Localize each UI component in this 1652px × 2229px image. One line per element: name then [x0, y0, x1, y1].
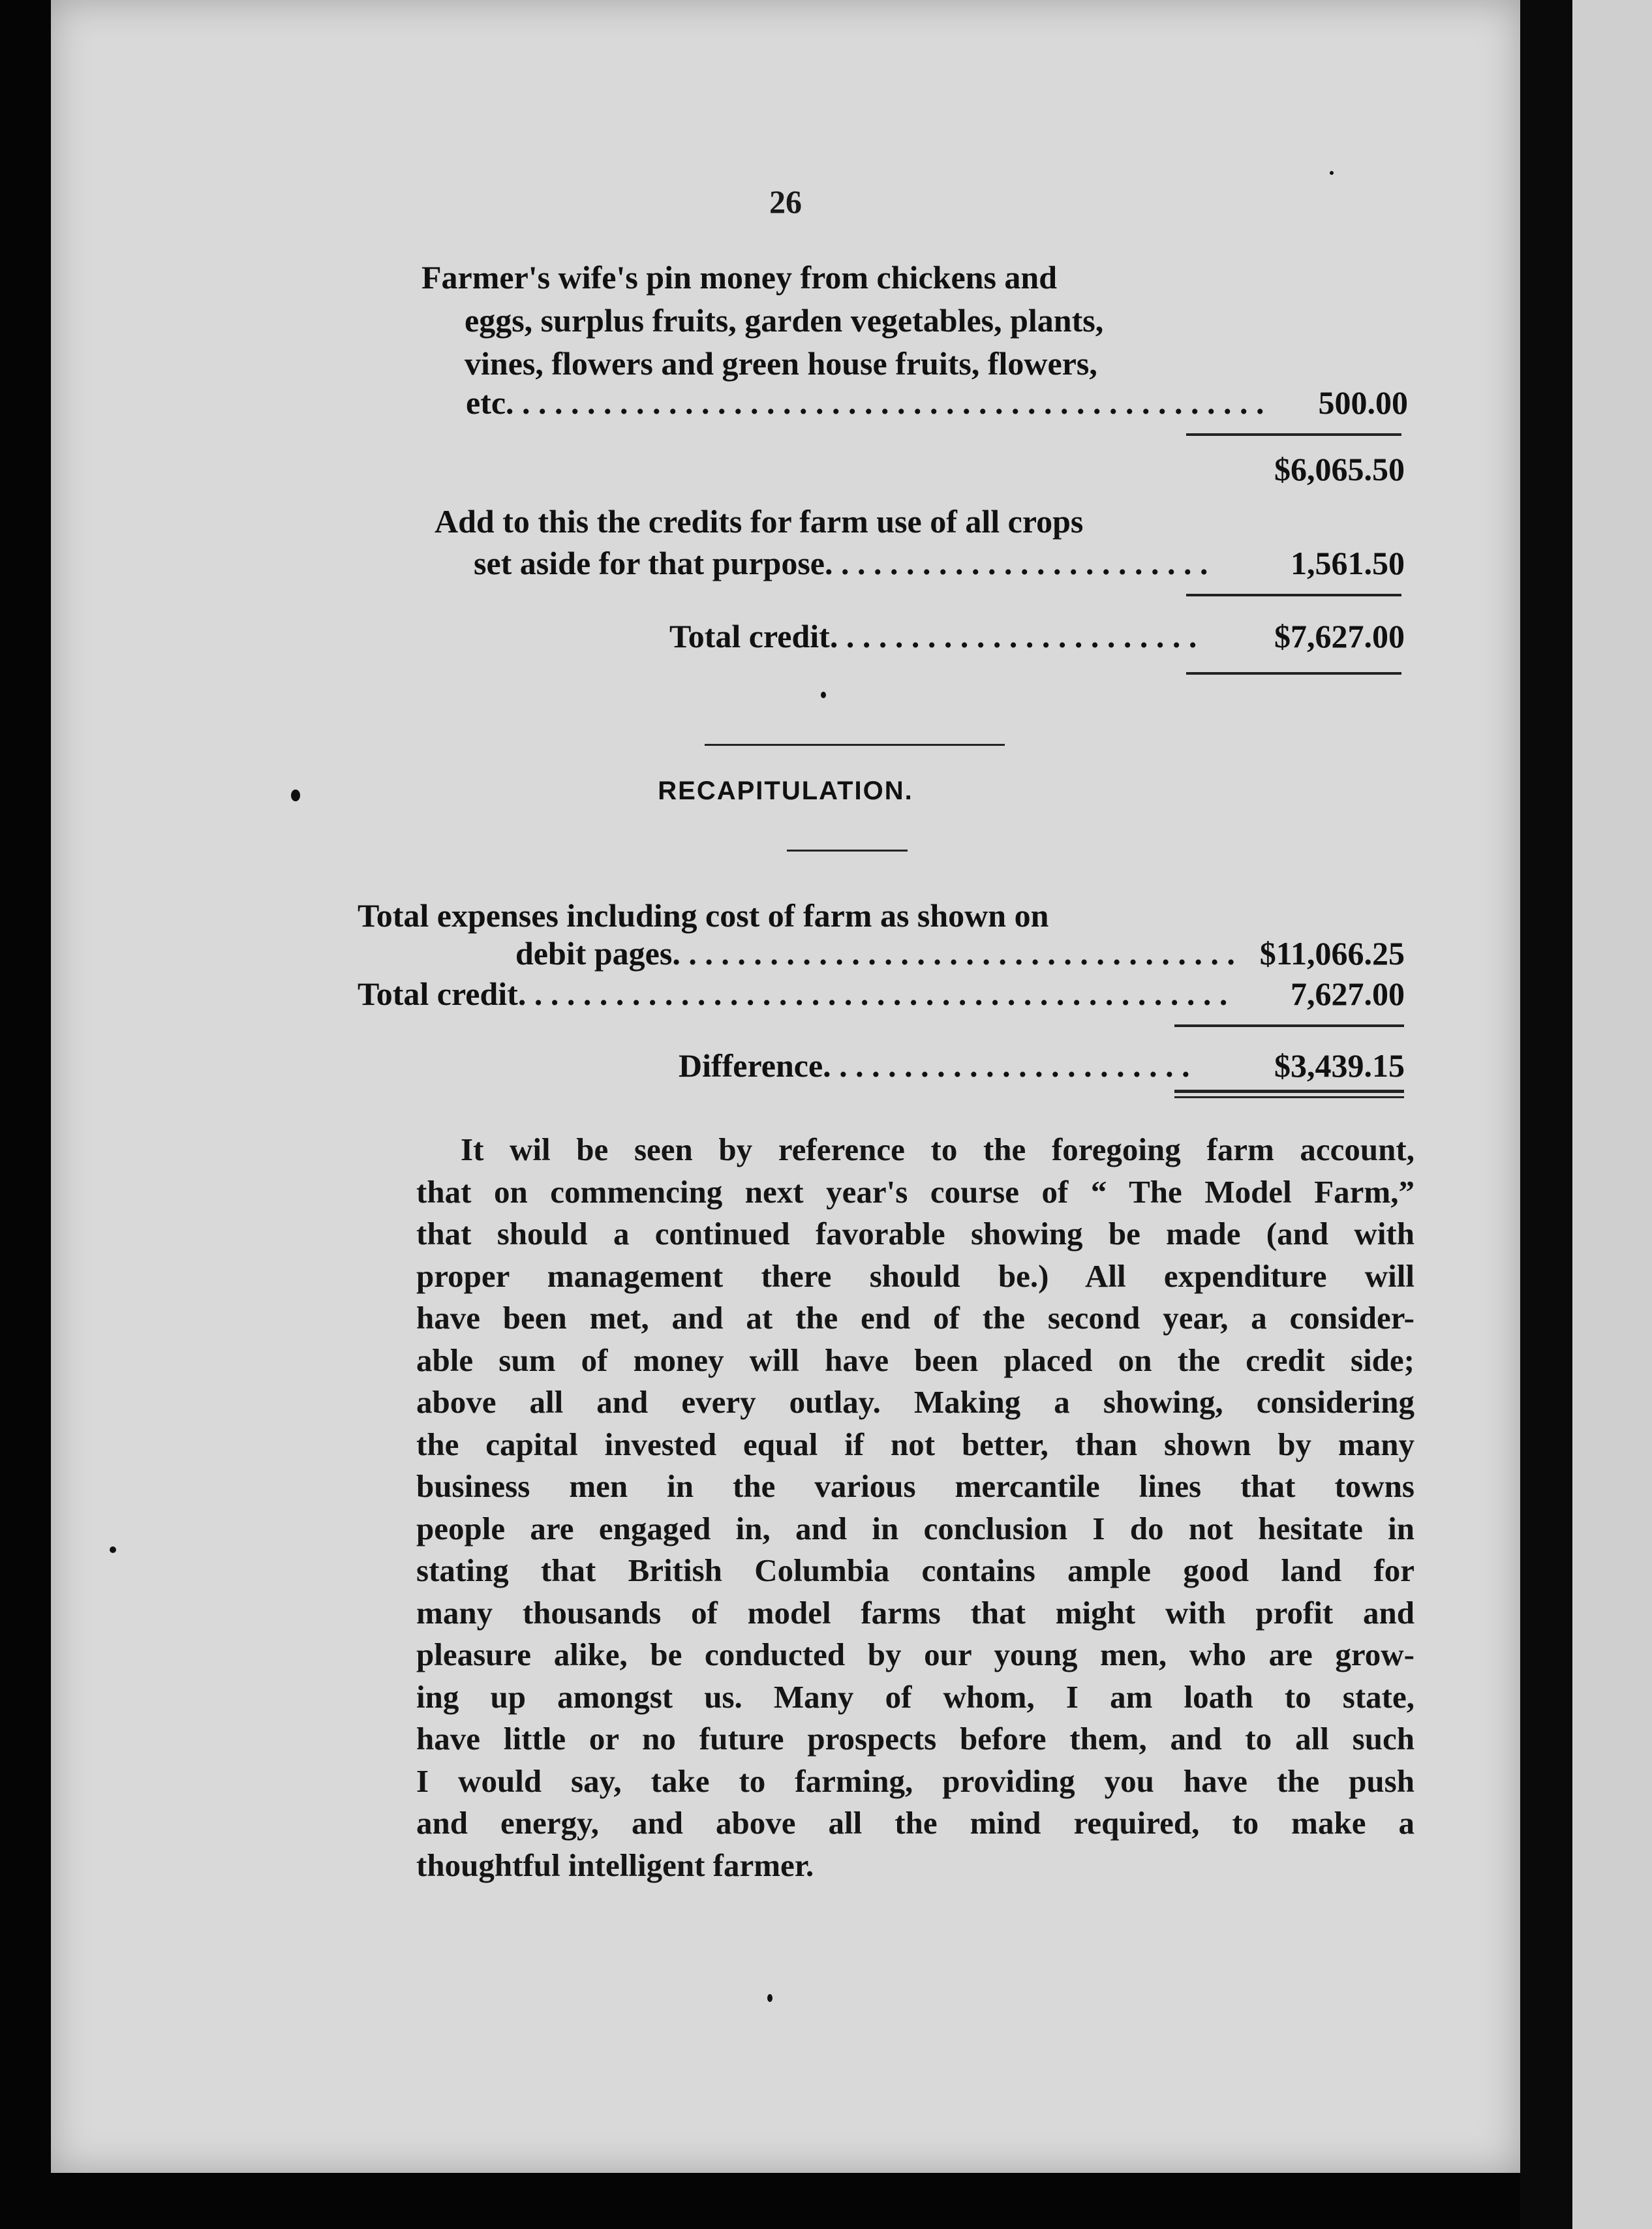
recap-credit-amount: 7,627.00	[1291, 976, 1405, 1012]
paragraph-line: pleasure alike, be conducted by our young men, who are grow-	[416, 1637, 1415, 1672]
total-credit-row	[669, 617, 1197, 655]
pin-money-line-2: eggs, surplus fruits, garden vegetables, plants,	[465, 302, 1104, 339]
paragraph-line: many thousands of model farms that might with profit and	[416, 1594, 1415, 1631]
scan-speck	[821, 692, 826, 698]
total-credit-label: Total credit	[669, 618, 830, 654]
expenses-amount: $11,066.25	[1259, 935, 1405, 972]
scanned-page	[51, 0, 1520, 2173]
paragraph-line: ing up amongst us. Many of whom, I am loath to state,	[416, 1678, 1415, 1715]
difference-amount: $3,439.15	[1274, 1047, 1405, 1084]
double-underline-bottom	[1174, 1096, 1404, 1098]
paragraph-line: above all and every outlay. Making a showing, considering	[416, 1384, 1415, 1420]
paragraph-line: people are engaged in, and in conclusion I do not hesitate in	[416, 1510, 1415, 1546]
sum-rule	[1186, 594, 1401, 596]
paragraph-line: have little or no future prospects before them, and to all such	[416, 1721, 1415, 1757]
difference-label: Difference	[679, 1047, 823, 1084]
expenses-line-2: debit pages	[515, 935, 673, 972]
scan-speck	[291, 790, 300, 801]
sum-rule	[1186, 433, 1401, 436]
pin-money-item	[421, 256, 1400, 385]
recapitulation-heading: RECAPITULATION.	[658, 776, 913, 805]
adjacent-page-edge	[1572, 0, 1652, 2229]
sum-rule	[1174, 1024, 1404, 1027]
subtotal-amount: $6,065.50	[1274, 451, 1405, 487]
paragraph-line: thoughtful intelligent farmer.	[416, 1847, 814, 1883]
pin-money-etc-row	[466, 384, 1264, 422]
paragraph-line: and energy, and above all the mind required, to make a	[416, 1805, 1415, 1841]
add-credits-amount: 1,561.50	[1291, 545, 1405, 581]
scan-speck	[1330, 171, 1334, 175]
pin-money-etc-label: etc	[466, 384, 506, 421]
paragraph-line: have been met, and at the end of the second year, a consider-	[416, 1300, 1415, 1336]
book-binding-gutter	[1520, 0, 1572, 2229]
paragraph-line: that should a continued favorable showing be made (and with	[416, 1216, 1415, 1252]
add-credits-line-1: Add to this the credits for farm use of all crops	[435, 503, 1084, 540]
paragraph-line: It wil be seen by reference to the foregoing farm account,	[461, 1131, 1415, 1167]
recap-credit-label: Total credit	[358, 976, 518, 1012]
heading-underline	[787, 850, 908, 852]
double-underline-top	[1174, 1090, 1404, 1093]
difference-row	[679, 1047, 1190, 1084]
dot-leader: . . . . . . . . . . . . . . . . . . . . . . .	[823, 1047, 1190, 1084]
paragraph-line: stating that British Columbia contains ample good land for	[416, 1552, 1415, 1588]
dot-leader: . . . . . . . . . . . . . . . . . . . . . . . . . . . . . . . . . . . . . . . . . . . . . . .	[506, 384, 1264, 421]
dot-leader: . . . . . . . . . . . . . . . . . . . . . . . .	[824, 545, 1208, 581]
dot-leader: . . . . . . . . . . . . . . . . . . . . . . . . . . . . . . . . . . . . . . . . . . . .	[517, 976, 1228, 1012]
total-credit-amount: $7,627.00	[1274, 618, 1405, 654]
recap-credit-row	[358, 975, 1228, 1013]
paragraph-line: proper management there should be.) All expenditure will	[416, 1257, 1415, 1294]
section-divider	[705, 744, 1005, 746]
page-number: 26	[769, 183, 802, 220]
add-credits-row	[474, 544, 1208, 582]
paragraph-line: able sum of money will have been placed on the credit side;	[416, 1342, 1415, 1378]
double-rule	[1186, 672, 1401, 675]
paragraph-line: that on commencing next year's course of “ The Model Farm,”	[416, 1173, 1415, 1210]
add-credits-line-2: set aside for that purpose	[474, 545, 825, 581]
paragraph-line: business men in the various mercantile lines that towns	[416, 1468, 1415, 1504]
scan-speck	[767, 1994, 772, 2002]
pin-money-line-1: Farmer's wife's pin money from chickens and	[421, 259, 1058, 296]
expenses-line-1: Total expenses including cost of farm as shown on	[358, 897, 1049, 934]
scan-speck	[110, 1546, 116, 1553]
dot-leader: . . . . . . . . . . . . . . . . . . . . . . . . . . . . . . . . . . .	[672, 935, 1235, 972]
pin-money-line-3: vines, flowers and green house fruits, flowers,	[465, 345, 1097, 382]
paragraph-line: I would say, take to farming, providing you have the push	[416, 1762, 1415, 1799]
concluding-paragraph	[416, 1129, 1415, 1886]
dot-leader: . . . . . . . . . . . . . . . . . . . . . . .	[829, 618, 1197, 654]
pin-money-amount: 500.00	[1318, 384, 1408, 421]
paragraph-line: the capital invested equal if not better, than shown by many	[416, 1426, 1415, 1462]
expenses-row	[515, 934, 1235, 972]
